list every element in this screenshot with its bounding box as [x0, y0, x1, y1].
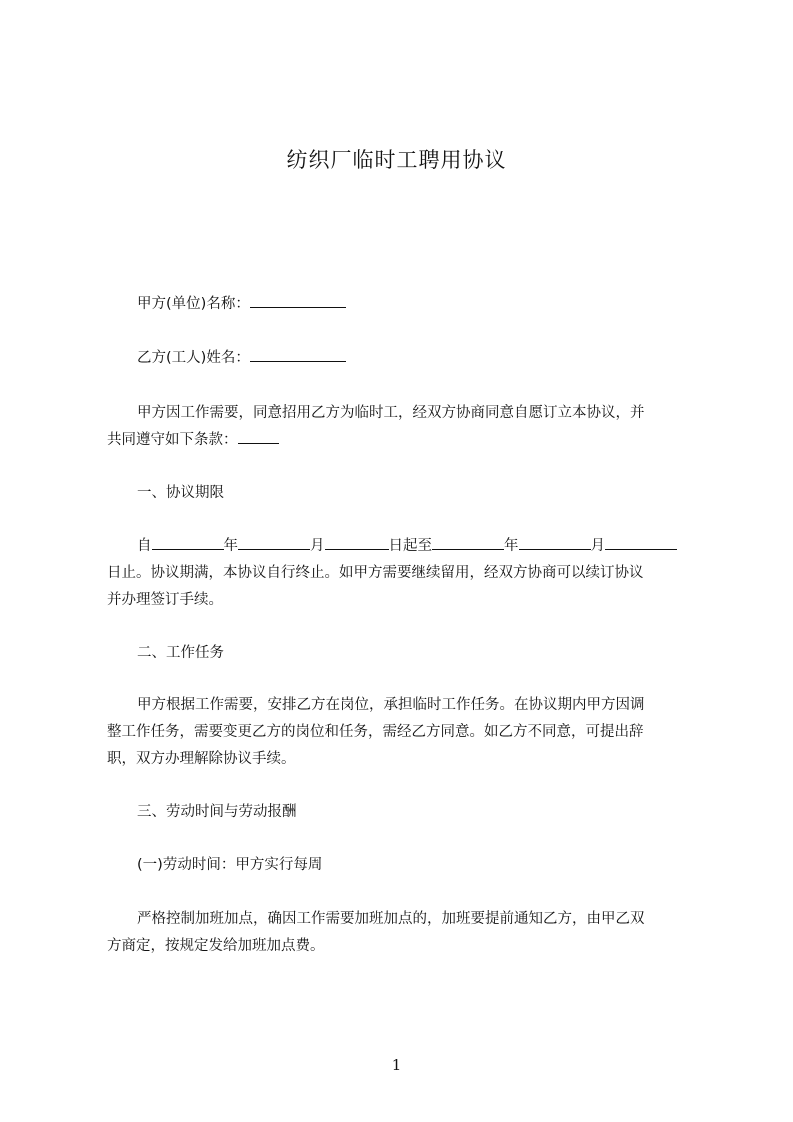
intro-line-2 [107, 428, 707, 449]
start-day-blank [325, 535, 389, 550]
party-a-label: 甲方(单位)名称： [137, 296, 250, 312]
section-1-heading: 一、协议期限 [137, 485, 224, 501]
party-b-blank [250, 347, 346, 362]
section-3-line-2: 方商定，按规定发给加班加点费。 [107, 938, 325, 954]
section-1-line-2: 日止。协议期满，本协议自行终止。如甲方需要继续留用，经双方协商可以续订协议 [107, 565, 644, 581]
intro-blank [238, 429, 279, 444]
term-from-label: 自 [137, 538, 152, 554]
section-3-sub-1: (一)劳动时间：甲方实行每周 [137, 857, 323, 873]
section-2-heading: 二、工作任务 [137, 645, 224, 661]
end-month-blank [519, 535, 591, 550]
term-year-label: 年 [223, 538, 238, 554]
start-month-blank [238, 535, 310, 550]
end-year-blank [432, 535, 504, 550]
section-3-heading: 三、劳动时间与劳动报酬 [137, 804, 297, 820]
term-day-to-label: 日起至 [388, 538, 432, 554]
intro-line-2-text: 共同遵守如下条款： [107, 432, 238, 448]
section-1-line-3: 并办理签订手续。 [107, 592, 223, 608]
section-3-line-1: 严格控制加班加点，确因工作需要加班加点的，加班要提前通知乙方，由甲乙双 [137, 911, 645, 927]
start-year-blank [152, 535, 224, 550]
term-month-label-2: 月 [590, 538, 605, 554]
party-b-line [107, 346, 707, 367]
section-2-line-3: 职，双方办理解除协议手续。 [107, 751, 296, 767]
term-month-label: 月 [310, 538, 325, 554]
term-year-label-2: 年 [504, 538, 519, 554]
intro-line-1: 甲方因工作需要，同意招用乙方为临时工，经双方协商同意自愿订立本协议，并 [137, 405, 645, 421]
party-b-label: 乙方(工人)姓名： [137, 350, 250, 366]
end-day-blank [605, 535, 677, 550]
page-number: 1 [391, 1056, 402, 1074]
document-title: 纺织厂临时工聘用协议 [286, 148, 507, 172]
term-dates-line [107, 534, 707, 555]
section-2-line-1: 甲方根据工作需要，安排乙方在岗位，承担临时工作任务。在协议期内甲方因调 [137, 697, 645, 713]
party-a-blank [250, 293, 346, 308]
section-2-line-2: 整工作任务，需要变更乙方的岗位和任务，需经乙方同意。如乙方不同意，可提出辞 [107, 724, 644, 740]
party-a-line [107, 292, 707, 313]
